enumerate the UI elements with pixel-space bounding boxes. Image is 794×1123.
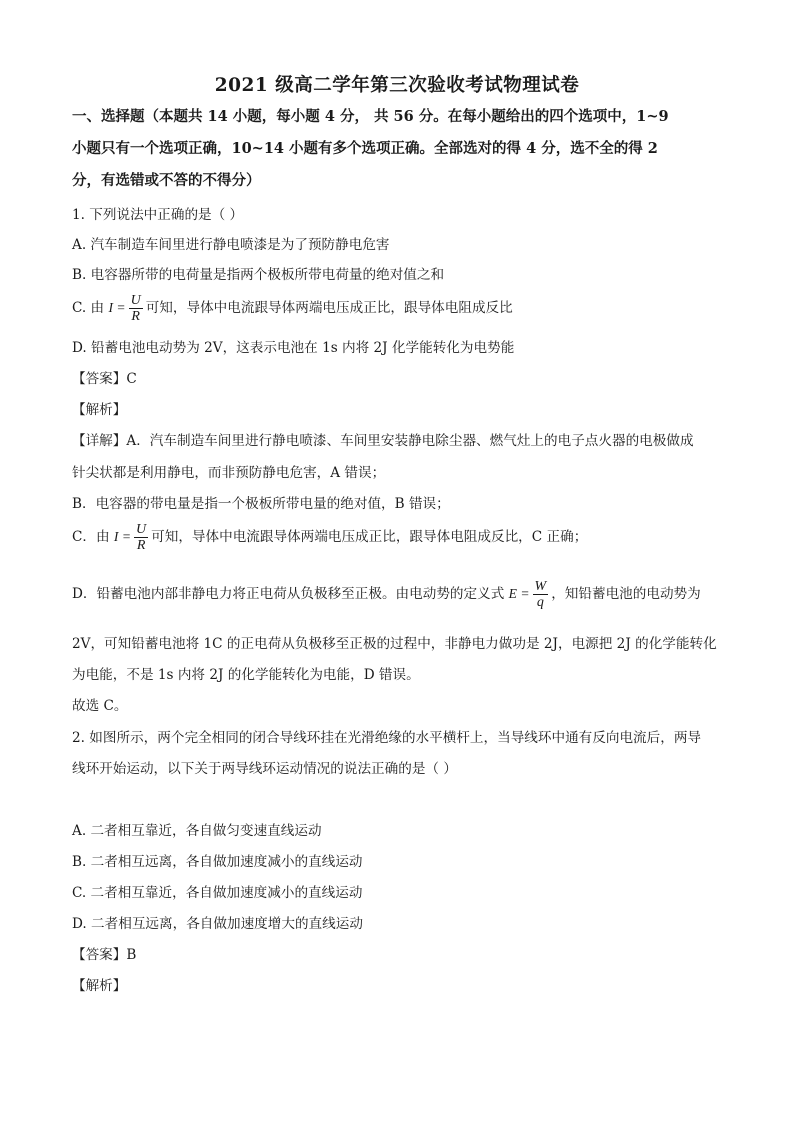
formula-e-denominator: q — [536, 595, 544, 610]
q1-stem: 1. 下列说法中正确的是（ ） — [72, 207, 244, 223]
formula-e-lhs: E = — [508, 586, 530, 601]
formula-e-fraction — [533, 579, 549, 610]
detail-d-suffix: ，知铅蓄电池的电动势为 — [551, 586, 701, 602]
q1-analysis-tag: 【解析】 — [72, 402, 127, 418]
q1-detail-d-line3: 为电能，不是 1s 内将 2J 的化学能转化为电能，D 错误。 — [72, 667, 420, 683]
q1-answer — [72, 370, 137, 388]
q1-detail-d-line1 — [72, 579, 701, 610]
q1-conclusion: 故选 C。 — [72, 698, 128, 714]
q2-option-d: D. 二者相互远离，各自做加速度增大的直线运动 — [72, 916, 363, 932]
formula-i-denominator: R — [131, 309, 140, 324]
answer-tag: 【答案】 — [72, 371, 127, 387]
detail-d-prefix: D．铅蓄电池内部非静电力将正电荷从负极移至正极。由电动势的定义式 — [72, 586, 505, 602]
q2-stem-line2: 线环开始运动，以下关于两导线环运动情况的说法正确的是（ ） — [72, 761, 457, 777]
formula-i-numerator: U — [130, 293, 141, 308]
q1-detail-a-line1 — [72, 432, 694, 450]
formula-i-numerator-2: U — [136, 522, 147, 537]
q1-option-d: D. 铅蓄电池电动势为 2V，这表示电池在 1s 内将 2J 化学能转化为电势能 — [72, 340, 515, 356]
section-instructions-line1: 一、选择题（本题共 14 小题，每小题 4 分， 共 56 分。在每小题给出的四个选项中，1~9 — [72, 108, 669, 125]
answer-value: C — [126, 371, 137, 387]
q2-option-a: A. 二者相互靠近，各自做匀变速直线运动 — [72, 823, 322, 839]
q1-option-c-suffix: 可知，导体中电流跟导体两端电压成正比，跟导体电阻成反比 — [145, 300, 513, 316]
formula-i-denominator-2: R — [136, 538, 146, 553]
q1-detail-d-line2: 2V，可知铅蓄电池将 1C 的正电荷从负极移至正极的过程中，非静电力做功是 2J，电源把 2J 的化学能转化 — [72, 636, 717, 652]
q2-option-c: C. 二者相互靠近，各自做加速度减小的直线运动 — [72, 885, 363, 901]
q2-answer — [72, 946, 136, 964]
detail-c-prefix: C．由 — [72, 529, 110, 545]
q2-stem-line1: 2. 如图所示，两个完全相同的闭合导线环挂在光滑绝缘的水平横杆上，当导线环中通有反向电流后，两导 — [72, 730, 702, 746]
answer-tag-2: 【答案】 — [72, 947, 127, 963]
q1-option-c — [72, 293, 513, 324]
section-instructions-line3: 分，有选错或不答的不得分） — [72, 172, 261, 189]
detail-tag: 【详解】 — [72, 433, 127, 449]
section-instructions-line2: 小题只有一个选项正确，10~14 小题有多个选项正确。全部选对的得 4 分，选不全的得 2 — [72, 140, 658, 157]
formula-i-lhs: I = — [108, 300, 126, 315]
detail-c-suffix: 可知，导体中电流跟导体两端电压成正比，跟导体电阻成反比，C 正确； — [151, 529, 588, 545]
formula-i-fraction — [129, 293, 143, 324]
q2-option-b: B. 二者相互远离，各自做加速度减小的直线运动 — [72, 854, 363, 870]
q1-option-c-prefix: C. 由 — [72, 300, 105, 316]
q1-detail-b: B．电容器的带电量是指一个极板所带电量的绝对值，B 错误； — [72, 496, 450, 512]
formula-e-numerator: W — [534, 579, 547, 594]
answer-value-2: B — [126, 947, 137, 963]
q1-detail-c — [72, 522, 587, 553]
formula-i-fraction-2 — [134, 522, 148, 553]
q1-option-a: A. 汽车制造车间里进行静电喷漆是为了预防静电危害 — [72, 237, 390, 253]
q1-detail-a-line2: 针尖状都是利用静电，而非预防静电危害，A 错误； — [72, 465, 386, 481]
q2-analysis-tag: 【解析】 — [72, 978, 127, 994]
q1-option-b: B. 电容器所带的电荷量是指两个极板所带电荷量的绝对值之和 — [72, 267, 445, 283]
formula-i-lhs-2: I = — [113, 529, 132, 544]
page-title: 2021 级高二学年第三次验收考试物理试卷 — [214, 75, 580, 96]
detail-a-text: A．汽车制造车间里进行静电喷漆、车间里安装静电除尘器、燃气灶上的电子点火器的电极做成 — [126, 433, 694, 449]
